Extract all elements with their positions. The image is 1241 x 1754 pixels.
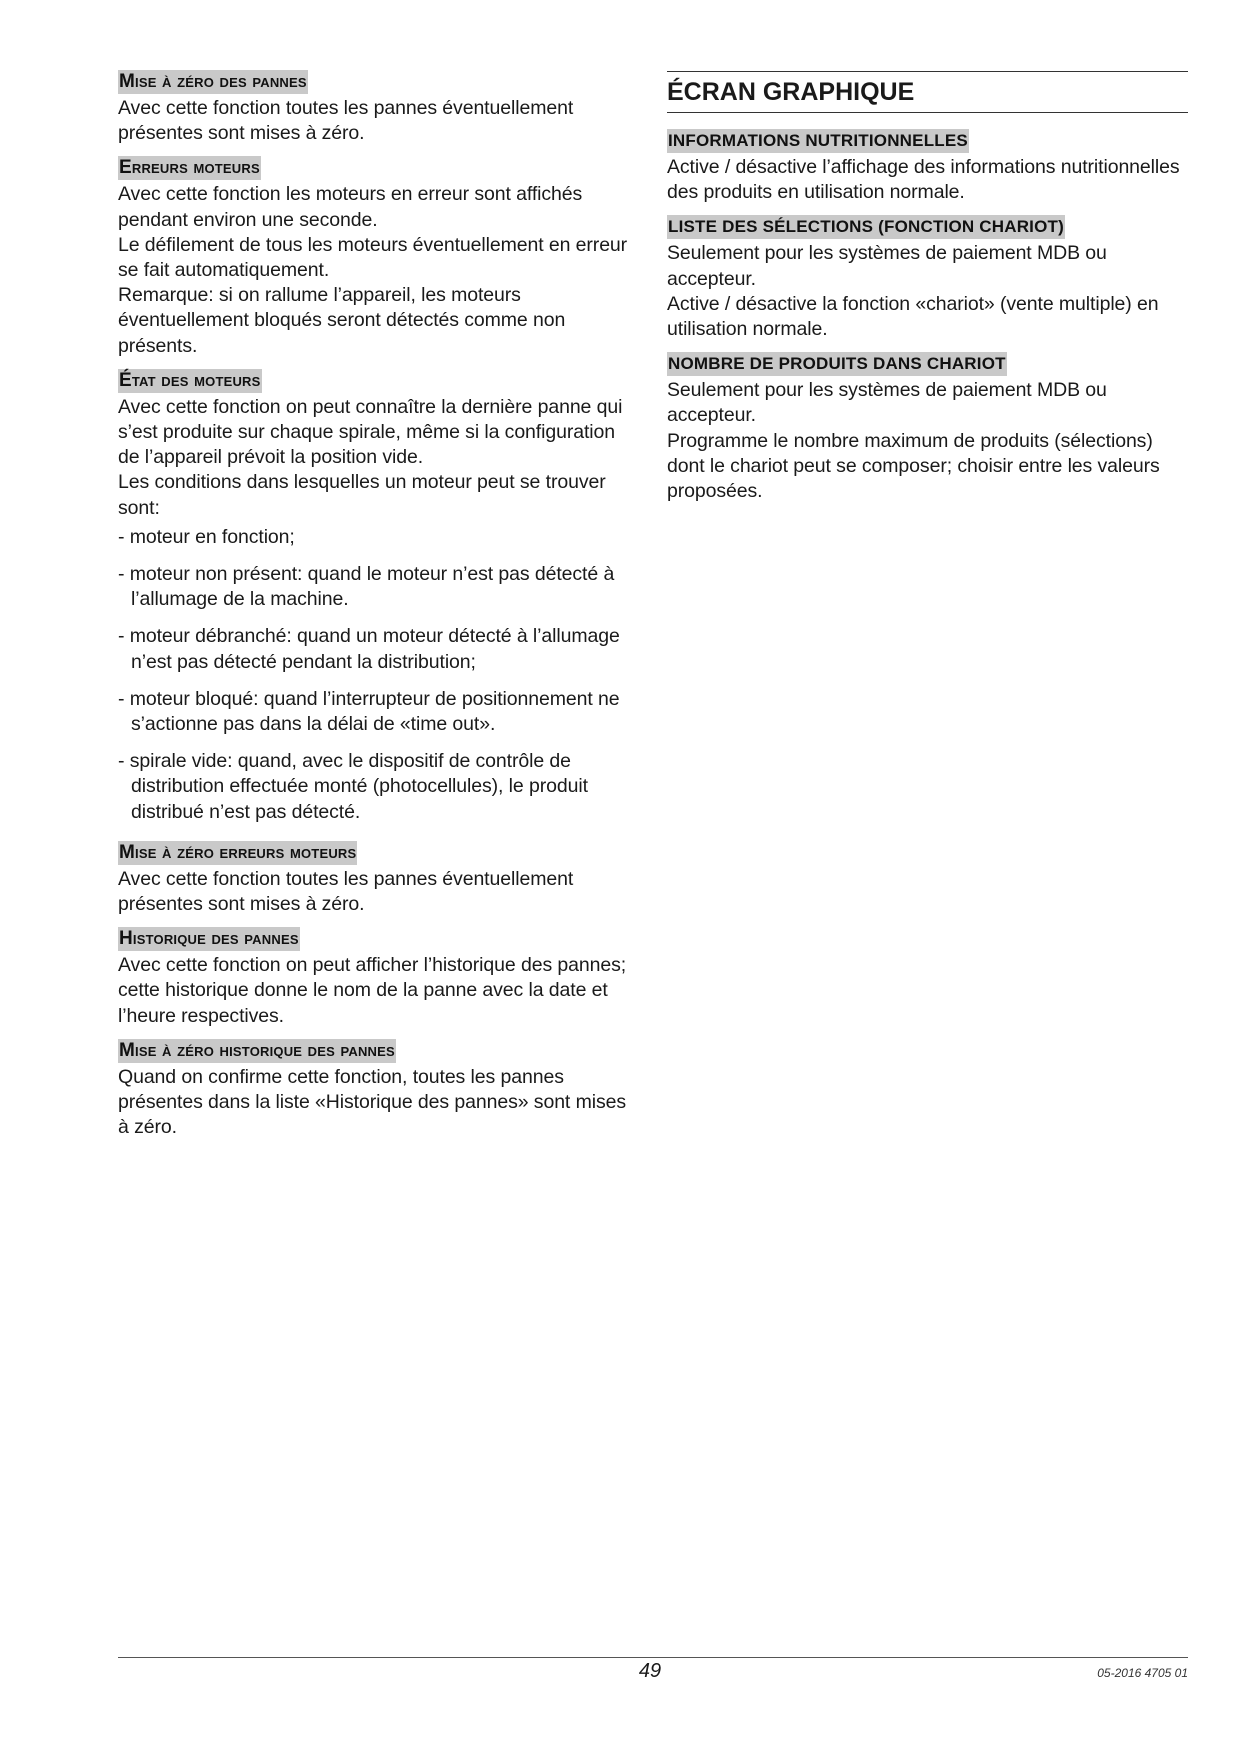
section-etat-moteurs: [118, 369, 638, 825]
page-number: 49: [638, 1660, 662, 1682]
paragraph: Active / désactive l’affichage des informations nutritionnelles des produits en utilisation normale.: [667, 156, 1180, 204]
paragraph: Avec cette fonction les moteurs en erreur sont affichés pendant environ une seconde.: [118, 183, 583, 231]
section-liste-selections: [667, 215, 1188, 342]
subheading: État des moteurs: [119, 369, 261, 391]
section-mise-a-zero-erreurs: [118, 841, 638, 917]
list-item: - moteur débranché: quand un moteur détecté à l’allumage n’est pas détecté pendant la distribution;: [118, 625, 620, 673]
subheading: LISTE DES SÉLECTIONS (FONCTION CHARIOT): [667, 215, 1065, 239]
paragraph: Active / désactive la fonction «chariot» (vente multiple) en utilisation normale.: [667, 292, 1159, 341]
document-code: 05-2016 4705 01: [1097, 1666, 1188, 1680]
subheading: Mise à zéro des pannes: [119, 71, 307, 92]
list-item: - moteur en fonction;: [118, 525, 295, 548]
subheading: Mise à zéro historique des pannes: [119, 1039, 395, 1061]
paragraph: Avec cette fonction on peut connaître la dernière panne qui s’est produite sur chaque spirale, même si la configuration de l’appareil prévoit la position vide.: [118, 395, 623, 469]
list-item: - moteur non présent: quand le moteur n’est pas détecté à l’allumage de la machine.: [118, 563, 615, 611]
paragraph: Le défilement de tous les moteurs éventuellement en erreur se fait automatiquement.: [118, 233, 628, 282]
paragraph: Seulement pour les systèmes de paiement MDB ou accepteur.: [667, 379, 1107, 427]
section-historique-pannes: [118, 927, 638, 1029]
section-mise-a-zero-historique: [118, 1039, 638, 1141]
list-item: - moteur bloqué: quand l’interrupteur de positionnement ne s’actionne pas dans la délai de «time out».: [118, 687, 620, 736]
paragraph: Avec cette fonction on peut afficher l’historique des pannes; cette historique donne le nom de la panne avec la date et l’heure respectives.: [118, 954, 627, 1027]
right-column: [667, 0, 1188, 504]
section-nombre-produits: [667, 352, 1188, 504]
section-informations-nutritionnelles: [667, 129, 1188, 205]
paragraph: Les conditions dans lesquelles un moteur peut se trouver sont:: [118, 471, 606, 519]
paragraph: Avec cette fonction toutes les pannes éventuellement présentes sont mises à zéro.: [118, 97, 574, 145]
paragraph: Quand on confirme cette fonction, toutes les pannes présentes dans la liste «Historique des pannes» sont mises à zéro.: [118, 1065, 626, 1139]
subheading: Erreurs moteurs: [119, 157, 260, 179]
section-title: ÉCRAN GRAPHIQUE: [667, 71, 1188, 113]
subheading: INFORMATIONS NUTRITIONNELLES: [667, 129, 969, 153]
paragraph: Programme le nombre maximum de produits (sélections) dont le chariot peut se composer; choisir entre les valeurs proposées.: [667, 429, 1160, 503]
paragraph: Seulement pour les systèmes de paiement MDB ou accepteur.: [667, 242, 1107, 290]
footer-divider: [118, 1657, 1188, 1658]
section-erreurs-moteurs: [118, 156, 638, 358]
subheading: NOMBRE DE PRODUITS DANS CHARIOT: [667, 352, 1007, 376]
left-column: [118, 0, 638, 1141]
paragraph: Remarque: si on rallume l’appareil, les moteurs éventuellement bloqués seront détectés comme non présents.: [118, 284, 566, 357]
subheading: Mise à zéro erreurs moteurs: [119, 841, 357, 863]
section-mise-a-zero-pannes: [118, 70, 638, 146]
subheading: Historique des pannes: [119, 928, 299, 950]
paragraph: Avec cette fonction toutes les pannes éventuellement présentes sont mises à zéro.: [118, 867, 574, 916]
condition-list: [118, 525, 638, 825]
list-item: - spirale vide: quand, avec le dispositif de contrôle de distribution effectuée monté (photocellules), le produit distribué n’est pas détecté.: [118, 750, 588, 823]
